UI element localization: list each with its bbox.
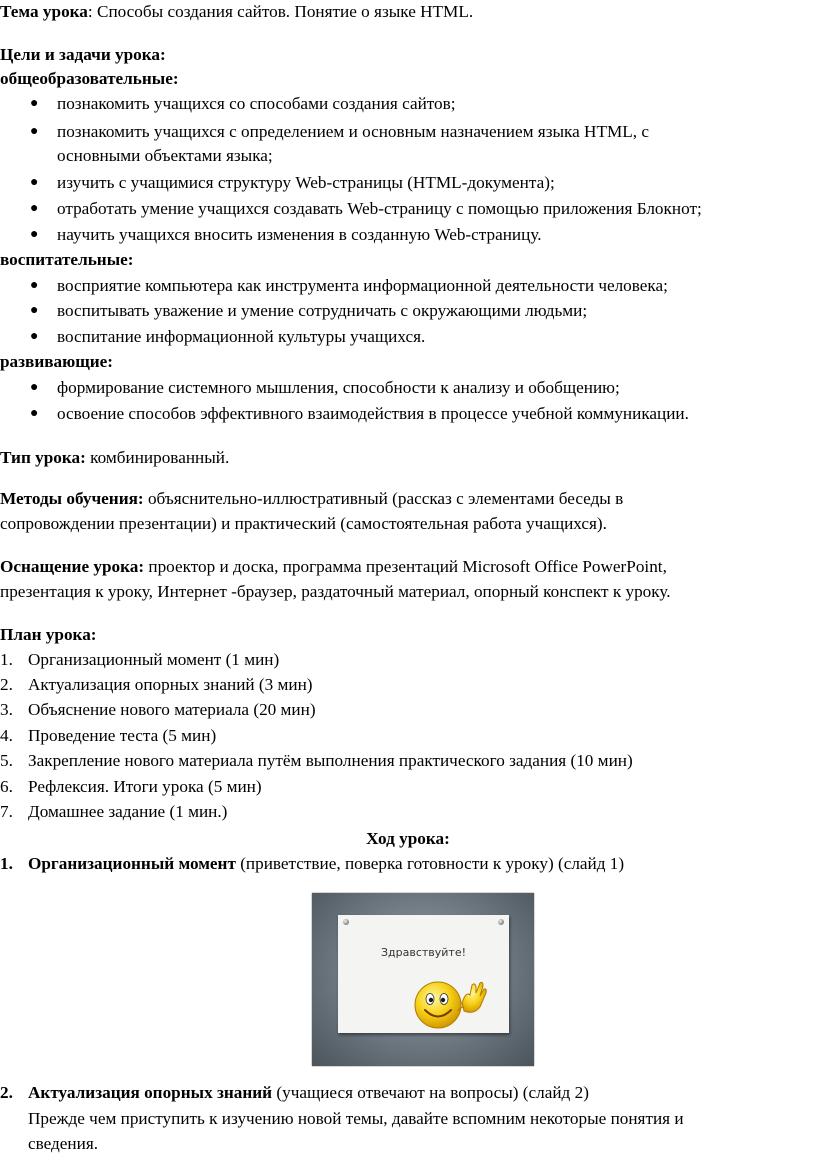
bullet-icon: ● [30, 303, 39, 318]
plan-item: Рефлексия. Итоги урока (5 мин) [28, 777, 262, 796]
topic-sep: : [87, 2, 93, 21]
list-item: формирование системного мышления, способности к анализу и обобщению; [57, 378, 620, 397]
lesson-type-line [0, 447, 229, 469]
plan-item: Организационный момент (1 мин) [28, 650, 280, 669]
list-item-continued: основными объектами языка; [57, 146, 273, 165]
step-2-line-3: сведения. [28, 1134, 99, 1153]
step-1-text: (приветствие, поверка готовности к уроку) (слайд 1) [235, 854, 625, 873]
bullet-icon: ● [30, 96, 39, 111]
plan-number: 4. [0, 726, 13, 745]
topic-line [0, 1, 473, 23]
list-item: познакомить учащихся с определением и основным назначением языка HTML, с [57, 122, 649, 141]
pin-icon [498, 919, 504, 925]
list-item: научить учащихся вносить изменения в созданную Web-страницу. [57, 225, 542, 244]
general-heading: общеобразовательные: [0, 69, 179, 88]
plan-item: Объяснение нового материала (20 мин) [28, 700, 316, 719]
list-item: восприятие компьютера как инструмента информационной деятельности человека; [57, 276, 668, 295]
step-2-line-2: Прежде чем приступить к изучению новой темы, давайте вспомним некоторые понятия и [28, 1109, 684, 1128]
plan-number: 7. [0, 802, 13, 821]
goals-heading: Цели и задачи урока: [0, 45, 166, 64]
bullet-icon: ● [30, 227, 39, 242]
list-item: освоение способов эффективного взаимодействия в процессе учебной коммуникации. [57, 404, 689, 423]
lesson-type-label: Тип урока: [0, 448, 86, 467]
plan-number: 2. [0, 675, 13, 694]
plan-item: Закрепление нового материала путём выполнения практического задания (10 мин) [28, 751, 633, 770]
plan-number: 3. [0, 700, 13, 719]
list-item: воспитание информационной культуры учащихся. [57, 327, 426, 346]
step-number: 2. [0, 1083, 13, 1102]
plan-number: 5. [0, 751, 13, 770]
equipment-label: Оснащение урока: [0, 557, 145, 576]
plan-number: 6. [0, 777, 13, 796]
plan-number: 1. [0, 650, 13, 669]
bullet-icon: ● [30, 175, 39, 190]
step-number: 1. [0, 854, 13, 873]
list-item: изучить с учащимися структуру Web-страницы (HTML-документа); [57, 173, 555, 192]
bullet-icon: ● [30, 201, 39, 216]
bullet-icon: ● [30, 406, 39, 421]
equipment-text: проектор и доска, программа презентаций Microsoft Office PowerPoint, [144, 557, 667, 576]
bullet-icon: ● [30, 380, 39, 395]
methods-label: Методы обучения: [0, 489, 144, 508]
plan-heading: План урока: [0, 625, 97, 644]
lesson-type-text: комбинированный. [85, 448, 230, 467]
waving-smiley-icon [414, 977, 490, 1031]
topic-text: Способы создания сайтов. Понятие о языке HTML. [92, 2, 474, 21]
list-item: отработать умение учащихся создавать Web-страницу с помощью приложения Блокнот; [57, 199, 702, 218]
plan-item: Проведение теста (5 мин) [28, 726, 217, 745]
step-1-line [28, 853, 624, 875]
bullet-icon: ● [30, 278, 39, 293]
methods-line-2: сопровождении презентации) и практический (самостоятельная работа учащихся). [0, 514, 607, 533]
bullet-icon: ● [30, 124, 39, 139]
step-2-text: (учащиеся отвечают на вопросы) (слайд 2) [272, 1083, 589, 1102]
list-item: познакомить учащихся со способами создания сайтов; [57, 94, 456, 113]
upbringing-heading: воспитательные: [0, 250, 134, 269]
step-2-label: Актуализация опорных знаний [28, 1083, 273, 1102]
developing-heading: развивающие: [0, 352, 114, 371]
methods-text: объяснительно-иллюстративный (рассказ с элементами беседы в [143, 489, 624, 508]
equipment-line [0, 556, 667, 578]
pin-icon [343, 919, 349, 925]
plan-item: Актуализация опорных знаний (3 мин) [28, 675, 313, 694]
bullet-icon: ● [30, 329, 39, 344]
plan-item: Домашнее задание (1 мин.) [28, 802, 228, 821]
step-2-line [28, 1082, 589, 1104]
step-1-label: Организационный момент [28, 854, 236, 873]
list-item: воспитывать уважение и умение сотрудничать с окружающими людьми; [57, 301, 588, 320]
slide-title: Здравствуйте! [380, 946, 467, 959]
methods-line [0, 488, 623, 510]
topic-label: Тема урока [0, 2, 88, 21]
slide-paper [338, 915, 509, 1033]
slide-image [312, 893, 534, 1066]
equipment-line-2: презентация к уроку, Интернет -браузер, раздаточный материал, опорный конспект к уроку. [0, 582, 671, 601]
course-heading: Ход урока: [366, 829, 450, 848]
